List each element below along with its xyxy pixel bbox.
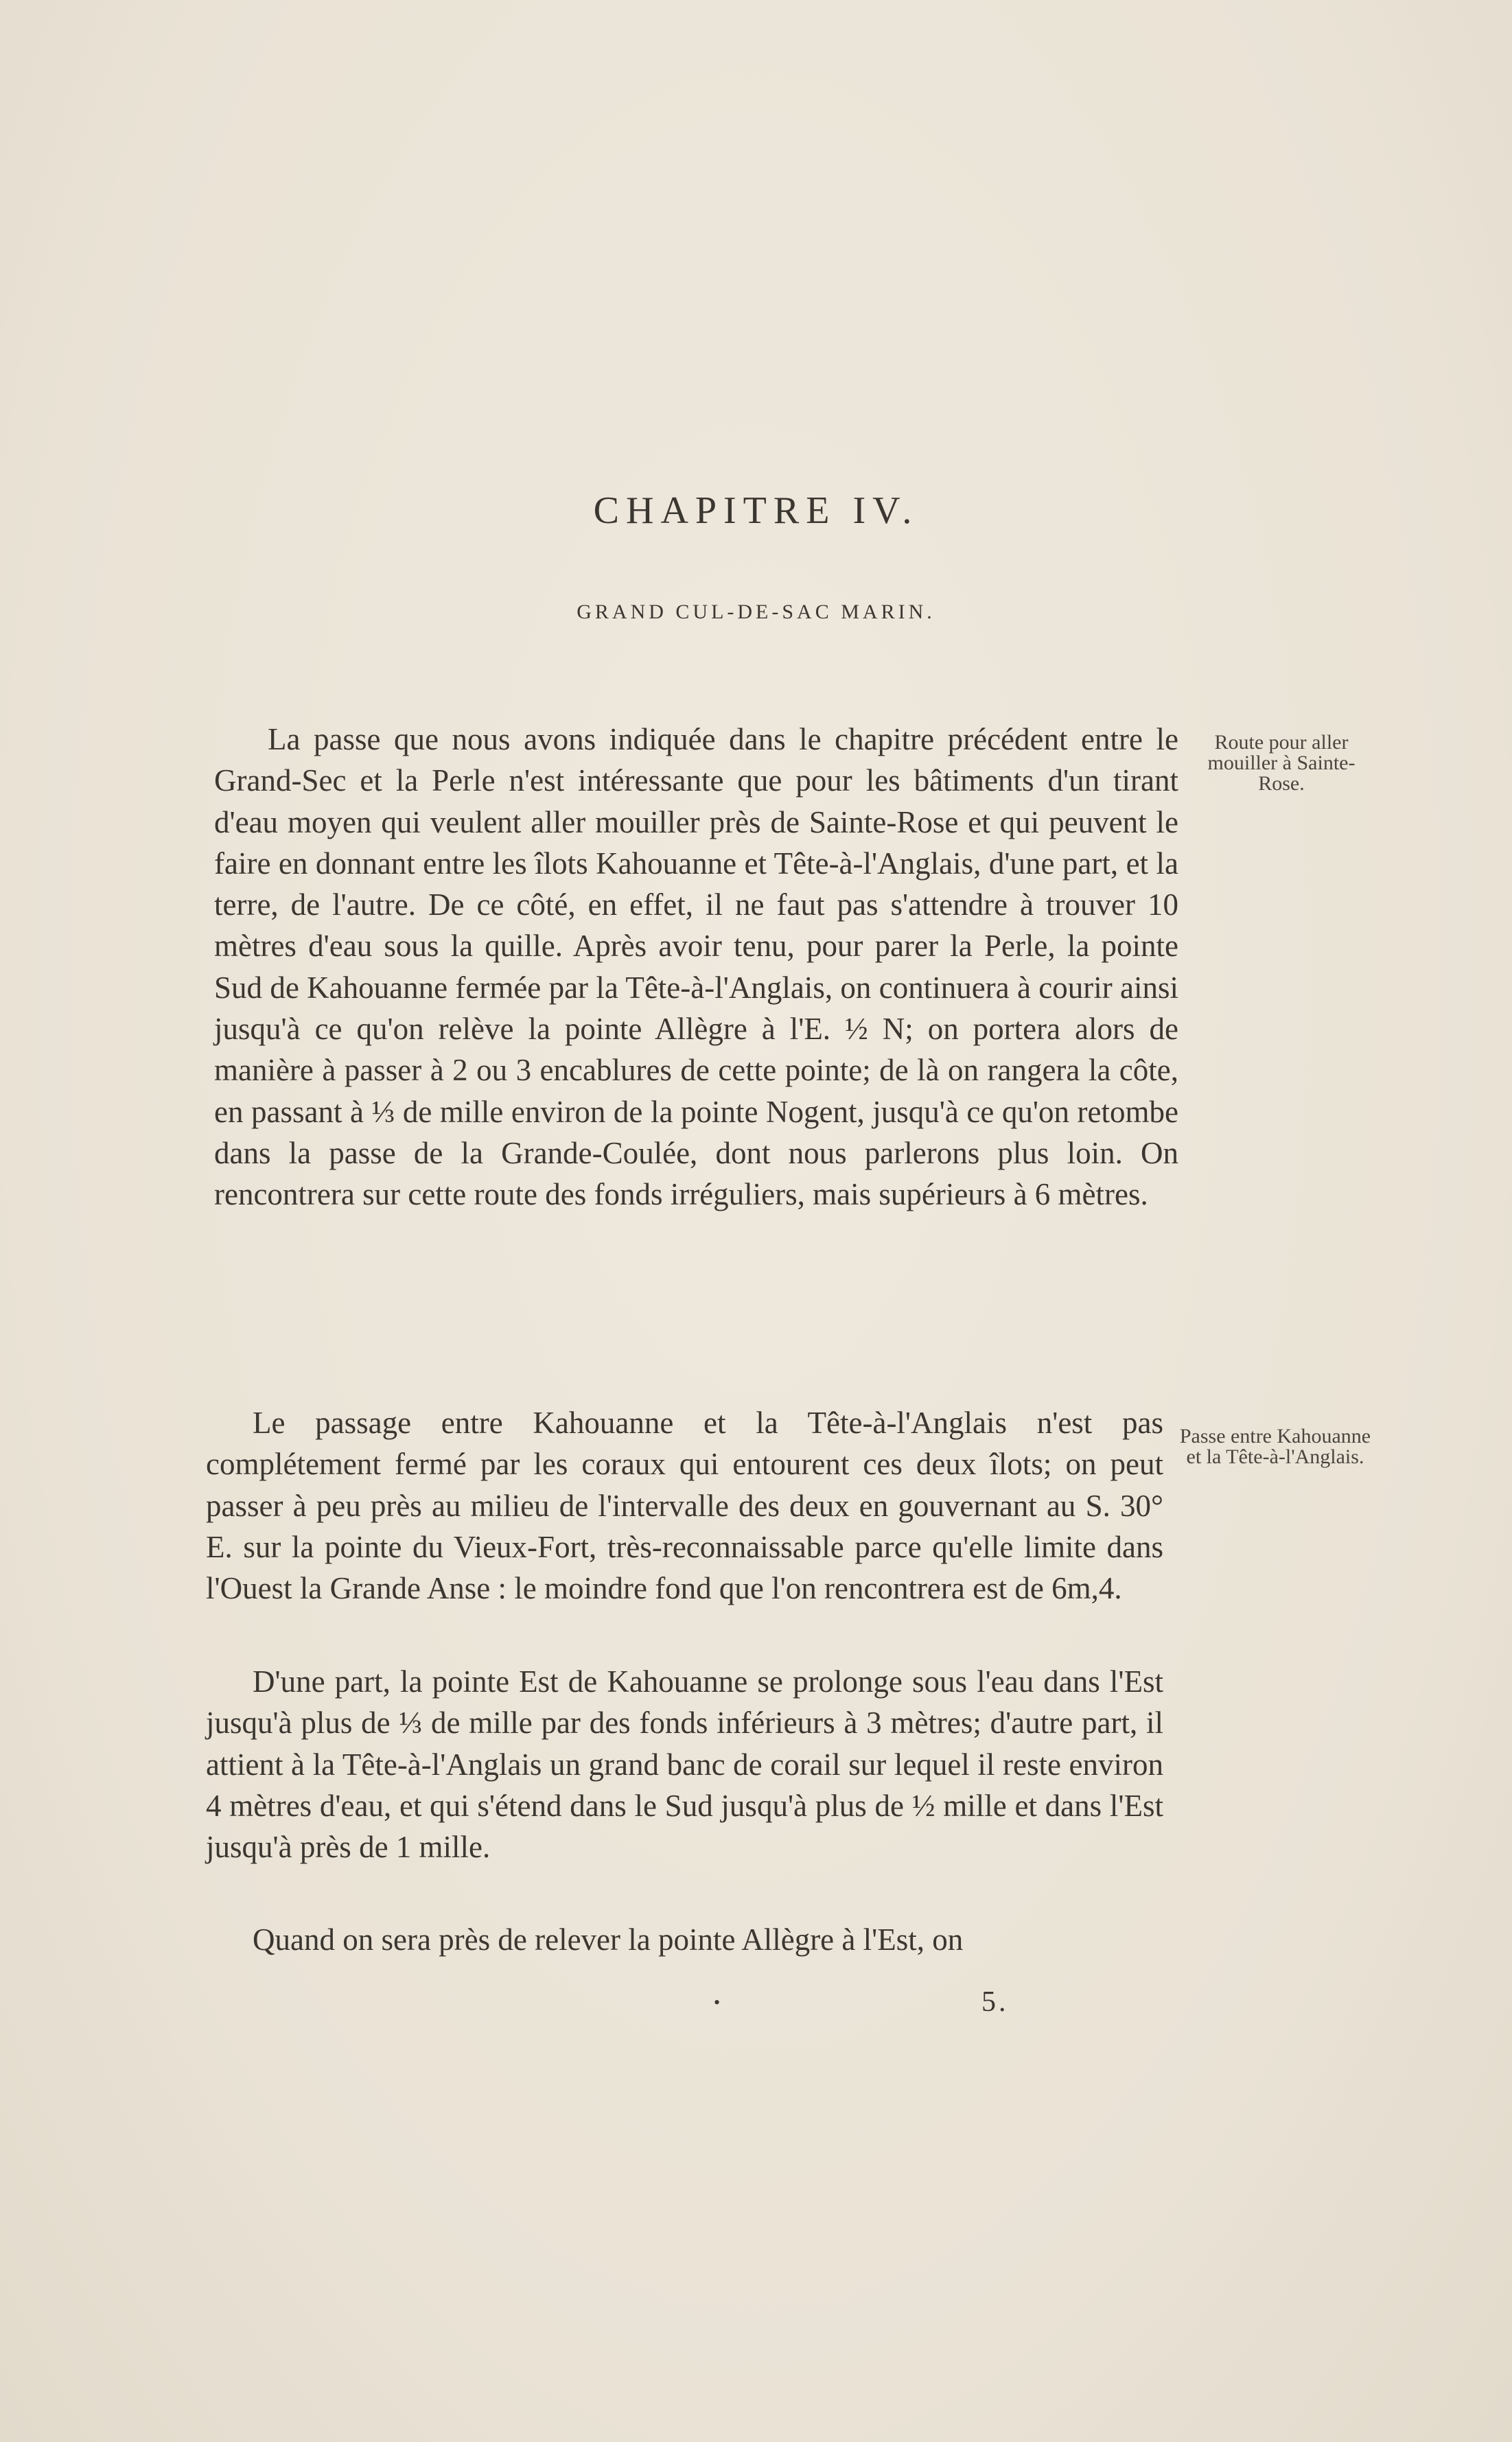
margin-note-route-sainte-rose: Route pour aller mouiller à Sainte-Rose. — [1207, 731, 1356, 795]
chapter-title: CHAPITRE IV. — [593, 489, 919, 532]
paragraph-4: Quand on sera près de relever la pointe Allègre à l'Est, on — [253, 1922, 964, 1957]
chapter-subtitle: GRAND CUL-DE-SAC MARIN. — [577, 601, 935, 623]
page-number: 5. — [981, 1986, 1009, 2018]
margin-note-passe-kahouanne: Passe entre Kahouanne et la Tête-à-l'Anglais. — [1179, 1425, 1371, 1468]
footer-mark: • — [714, 1992, 721, 2012]
paragraph-3: D'une part, la pointe Est de Kahouanne se prolonge sous l'eau dans l'Est jusqu'à plus de ⅓ de mille par des fonds inférieurs à 3 mètres; d'autre part, il attient à la Tête-à-l'Anglais un grand banc de corail sur lequel il reste environ 4 mètres d'eau, et qui s'étend dans le Sud jusqu'à plus de ½ mille et dans l'Est jusqu'à près de 1 mille. — [206, 1664, 1163, 1865]
paragraph-2: Le passage entre Kahouanne et la Tête-à-l'Anglais n'est pas complétement fermé par les coraux qui entourent ces deux îlots; on peut passer à peu près au milieu de l'intervalle des deux en gouvernant au S. 30° E. sur la pointe du Vieux-Fort, très-reconnaissable parce qu'elle limite dans l'Ouest la Grande Anse : le moindre fond que l'on rencontrera est de 6m,4. — [206, 1406, 1163, 1606]
paragraph-1: La passe que nous avons indiquée dans le chapitre précédent entre le Grand-Sec et la Perle n'est intéressante que pour les bâtiments d'un tirant d'eau moyen qui veulent aller mouiller près de Sainte-Rose et qui peuvent le faire en donnant entre les îlots Kahouanne et Tête-à-l'Anglais, d'une part, et la terre, de l'autre. De ce côté, en effet, il ne faut pas s'attendre à trouver 10 mètres d'eau sous la quille. Après avoir tenu, pour parer la Perle, la pointe Sud de Kahouanne fermée par la Tête-à-l'Anglais, on continuera à courir ainsi jusqu'à ce qu'on relève la pointe Allègre à l'E. ½ N; on portera alors de manière à passer à 2 ou 3 encablures de cette pointe; de là on rangera la côte, en passant à ⅓ de mille environ de la pointe Nogent, jusqu'à ce qu'on retombe dans la passe de la Grande-Coulée, dont nous parlerons plus loin. On rencontrera sur cette route des fonds irréguliers, mais supérieurs à 6 mètres. — [214, 722, 1178, 1212]
